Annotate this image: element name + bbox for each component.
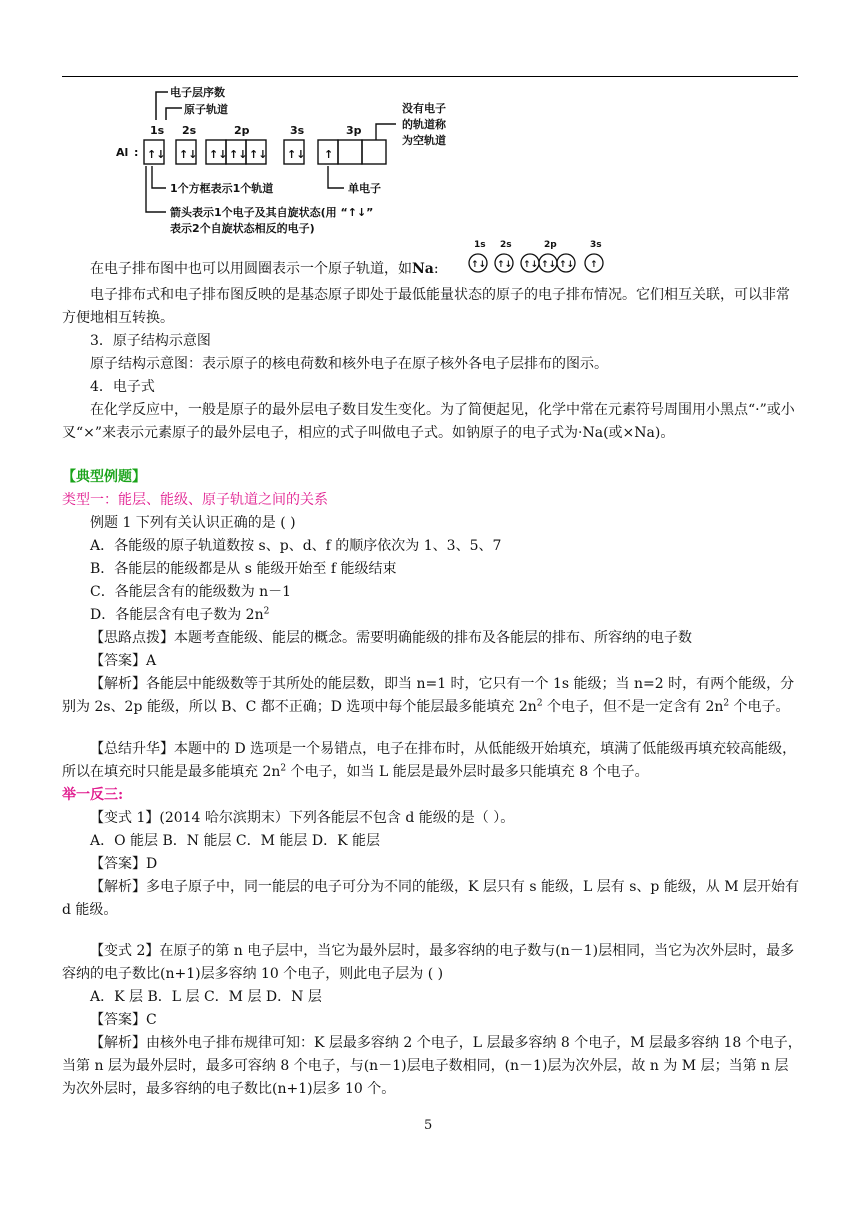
empty-note-3: 为空轨道: [402, 134, 446, 147]
section-typical-examples: 【典型例题】: [62, 469, 146, 485]
empty-note-2: 的轨道称: [402, 118, 446, 131]
svg-text:↑↓: ↑↓: [523, 260, 539, 270]
na-label: Na: [412, 261, 434, 277]
svg-text:↑↓: ↑↓: [497, 260, 513, 270]
svg-text:↑↓: ↑↓: [287, 148, 306, 161]
variant-2-options: A．K 层 B．L 层 C．M 层 D．N 层: [90, 989, 322, 1005]
type-one-heading: 类型一：能层、能级、原子轨道之间的关系: [62, 492, 328, 508]
box-note: 1个方框表示1个轨道: [170, 182, 274, 195]
paragraph-circle-orbitals: 在电子排布图中也可以用圆圈表示一个原子轨道，如Na:: [90, 261, 439, 277]
heading-structure-diagram: 3．原子结构示意图: [90, 333, 211, 349]
svg-text:↑↓: ↑↓: [559, 260, 575, 270]
example-1-option-a: A．各能级的原子轨道数按 s、p、d、f 的顺序依次为 1、3、5、7: [90, 538, 502, 554]
page-number: 5: [424, 1118, 433, 1133]
paragraph-relation: 电子排布式和电子排布图反映的是基态原子即处于最低能量状态的原子的电子排布情况。它们相互关联，可以非常方便地相互转换。: [62, 287, 790, 326]
na-orbital-2p: 2p: [544, 240, 557, 250]
na-orbital-2s: 2s: [500, 240, 512, 250]
al-orbital-diagram: [112, 84, 592, 244]
label-shell-number: 电子层序数: [170, 86, 225, 99]
variant-1-explanation: 【解析】多电子原子中，同一能层的电子可分为不同的能级，K 层只有 s 能级，L 层有 s、p 能级，从 M 层开始有 d 能级。: [62, 879, 800, 918]
svg-text:↑↓: ↑↓: [179, 148, 198, 161]
example-1-question: 例题 1 下列有关认识正确的是 ( ): [90, 515, 296, 531]
svg-text:↑↓: ↑↓: [147, 148, 166, 161]
variant-1-options: A．O 能层 B．N 能层 C．M 能层 D．K 能层: [90, 833, 381, 849]
orbital-name-3p: 3p: [346, 124, 362, 137]
example-1-hint: 【思路点拨】本题考查能级、能层的概念。需要明确能级的排布及各能层的排布、所容纳的电子数: [90, 630, 692, 646]
na-orbital-1s: 1s: [474, 240, 486, 250]
single-electron-label: 单电子: [348, 182, 381, 195]
example-1-option-b: B．各能层的能级都是从 s 能级开始至 f 能级结束: [90, 561, 397, 577]
variant-2-question: 【变式 2】在原子的第 n 电子层中，当它为最外层时，最多容纳的电子数与(n－1)层相同，当它为次外层时，最多容纳的电子数比(n+1)层多容纳 10 个电子，则此电子层为 ( ): [62, 943, 795, 982]
paragraph-electron-formula: 在化学反应中，一般是原子的最外层电子数目发生变化。为了简便起见，化学中常在元素符号周围用小黑点“·”或小叉“×”来表示元素原子的最外层电子，相应的式子叫做电子式。如钠原子的电子式为·Na(或×Na)。: [62, 402, 795, 441]
paragraph-structure-diagram: 原子结构示意图：表示原子的核电荷数和核外电子在原子核外各电子层排布的图示。: [90, 356, 608, 372]
header-rule: [62, 76, 798, 77]
variant-1-answer: 【答案】D: [90, 856, 158, 872]
svg-text:↑: ↑: [590, 260, 598, 270]
orbital-name-2p: 2p: [234, 124, 250, 137]
example-1-explanation: 【解析】各能层中能级数等于其所处的能层数，即当 n=1 时，它只有一个 1s 能级；当 n=2 时，有两个能级，分别为 2s、2p 能级，所以 B、C 都不正确；D 选项中每个能层最多能填充 $2n^2$ 个电子，但不是一定含有 $2n^2$ 个电子。: [62, 676, 795, 715]
variant-1-question: 【变式 1】(2014 哈尔滨期末）下列各能层不包含 d 能级的是（ ）。: [90, 810, 515, 826]
variant-2-answer: 【答案】C: [90, 1012, 157, 1028]
orbital-name-2s: 2s: [182, 124, 197, 137]
empty-note-1: 没有电子: [402, 102, 446, 115]
svg-text:↑↓: ↑↓: [249, 148, 268, 161]
svg-text:↑↓: ↑↓: [209, 148, 228, 161]
orbital-name-3s: 3s: [290, 124, 305, 137]
heading-electron-formula: 4．电子式: [90, 379, 155, 395]
element-al-label: Al: [116, 146, 129, 159]
example-1-summary: 【总结升华】本题中的 D 选项是一个易错点，电子在排布时，从低能级开始填充，填满了低能级再填充较高能级，所以在填充时只能是最多能填充 $2n^2$ 个电子，如当 L 能层是最外层时最多只能填充 8 个电子。: [62, 741, 797, 780]
example-1-option-c: C．各能层含有的能级数为 n－1: [90, 584, 292, 600]
svg-text:↑: ↑: [324, 148, 334, 161]
example-1-option-d: D．各能层含有电子数为 $2n^2$: [90, 606, 270, 623]
svg-text:↑↓: ↑↓: [541, 260, 557, 270]
na-orbital-3s: 3s: [590, 240, 602, 250]
orbital-name-1s: 1s: [150, 124, 165, 137]
arrow-note-2: 表示2个自旋状态相反的电子): [170, 222, 315, 235]
example-1-answer: 【答案】A: [90, 653, 157, 669]
svg-text:↑↓: ↑↓: [229, 148, 248, 161]
svg-text::: :: [134, 146, 139, 159]
svg-text:↑↓: ↑↓: [471, 260, 487, 270]
practice-heading: 举一反三:: [62, 787, 124, 803]
label-atomic-orbital: 原子轨道: [184, 103, 228, 116]
variant-2-explanation: 【解析】由核外电子排布规律可知：K 层最多容纳 2 个电子，L 层最多容纳 8 个电子，M 层最多容纳 18 个电子，当第 n 层为最外层时，最多可容纳 8 个电子，与(n－1)层电子数相同，(n－1)层为次外层，故 n 为 M 层；当第 n 层为次外层时，最多容纳的电子数比(n+1)层多 10 个。: [62, 1035, 802, 1097]
arrow-note-1: 箭头表示1个电子及其自旋状态(用 “↑↓”: [170, 206, 374, 219]
